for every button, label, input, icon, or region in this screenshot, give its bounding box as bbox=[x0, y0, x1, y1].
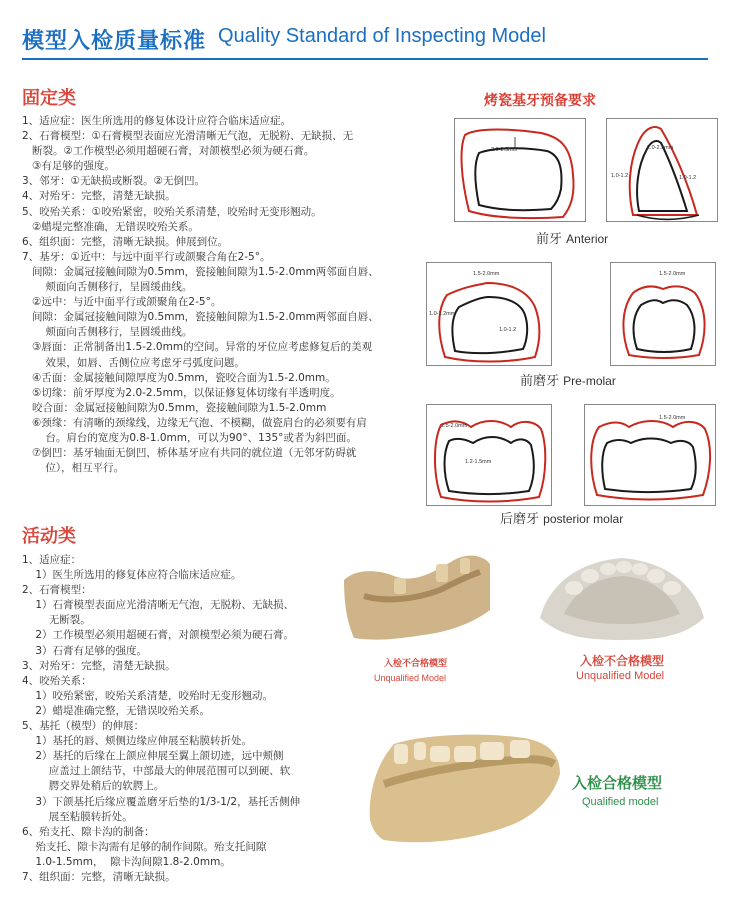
fixed-text-line: 5、咬殆关系：①咬殆紧密，咬殆关系清楚，咬殆时无变形翘动。 bbox=[22, 205, 322, 218]
fixed-text-line: ⑤切缘：前牙厚度为2.0-2.5mm，以保证修复体切缘有半透明度。 bbox=[22, 386, 341, 399]
removable-text-line: 7、组织面：完整，清晰无缺损。 bbox=[22, 870, 176, 883]
removable-text-line: 1）咬殆紧密，咬殆关系清楚，咬殆时无变形翘动。 bbox=[22, 689, 274, 702]
molar-label-right-top: 1.5-2.0mm bbox=[659, 415, 686, 421]
prep-requirements-title: 烤瓷基牙预备要求 bbox=[484, 93, 596, 109]
anterior-caption-cn: 前牙 bbox=[536, 232, 563, 247]
unqualified-label-en-2: Unqualified Model bbox=[576, 670, 665, 682]
fixed-text-line: ②蜡堤完整准确，无错误咬殆关系。 bbox=[22, 220, 199, 233]
fixed-text-line: ②远中：与近中面平行或颌聚角在2-5°。 bbox=[22, 296, 222, 309]
premolar-label-side: 1.0-1.2mm bbox=[429, 311, 456, 317]
removable-text-line: 1、适应症： bbox=[22, 554, 82, 566]
molar-caption-cn: 后磨牙 bbox=[500, 512, 540, 527]
fixed-text-line: 间隙：金属冠接触间隙为0.5mm，瓷接触间隙为1.5-2.0mm两邻面自唇、 bbox=[22, 265, 379, 278]
removable-text-line: 6、殆支托、隙卡沟的制备： bbox=[22, 825, 155, 838]
fixed-text-line: 3、邻牙：①无缺损或断裂。②无倒凹。 bbox=[22, 175, 206, 188]
title-underline bbox=[22, 58, 708, 60]
fixed-text-line: 2、石膏模型：①石膏模型表面应光滑清晰无气泡，无脱粉、无缺损、无 bbox=[22, 130, 354, 143]
anterior-caption-en: Anterior bbox=[566, 232, 609, 246]
anterior-label-incisal: 2.0-2.5mm bbox=[491, 147, 518, 153]
unqualified-label-cn-2: 入检不合格模型 bbox=[580, 654, 665, 668]
removable-text-line: 腭交界处稍后的软腭上。 bbox=[22, 780, 165, 793]
fixed-text-line: 咬合面：金属冠接触间隙为0.5mm，瓷接触间隙为1.5-2.0mm bbox=[22, 401, 327, 414]
premolar-diagram-right bbox=[610, 262, 716, 366]
removable-heading: 活动类 bbox=[22, 526, 76, 547]
anterior-diagram-labial bbox=[454, 118, 586, 222]
fixed-text-line: ④舌面：金属接触间隙厚度为0.5mm，瓷咬合面为1.5-2.0mm。 bbox=[22, 371, 336, 384]
premolar-caption bbox=[520, 370, 616, 389]
fixed-text-line: 断裂。②工作模型必须用超硬石膏，对颌模型必须为硬石膏。 bbox=[22, 145, 315, 158]
removable-text-line: 2）蜡堤准确完整，无错误咬殆关系。 bbox=[22, 704, 211, 717]
molar-caption bbox=[500, 508, 623, 527]
removable-text-line: 1）石膏模型表面应光滑清晰无气泡，无脱粉、无缺损、 bbox=[22, 599, 295, 612]
removable-text-line: 3）下颌基托后缘应覆盖磨牙后垫的1/3-1/2，基托舌侧伸 bbox=[22, 795, 301, 808]
premolar-label-inner: 1.0-1.2 bbox=[499, 327, 517, 333]
premolar-caption-cn: 前磨牙 bbox=[520, 374, 560, 389]
removable-text-line: 1）医生所选用的修复体应符合临床适应症。 bbox=[22, 569, 242, 582]
premolar-label-top: 1.5-2.0mm bbox=[473, 271, 500, 277]
anterior-label-left: 1.0-1.2 bbox=[611, 173, 629, 179]
anterior-label-right: 1.0-1.2 bbox=[679, 175, 697, 181]
qualified-label-en: Qualified model bbox=[582, 796, 659, 808]
removable-text-line: 无断裂。 bbox=[22, 614, 91, 627]
fixed-text-line: 6、组织面：完整，清晰无缺损。伸展到位。 bbox=[22, 235, 229, 248]
molar-caption-en: posterior molar bbox=[543, 512, 624, 526]
fixed-heading: 固定类 bbox=[22, 88, 76, 109]
removable-text-line: 应盖过上颌结节，中部最大的伸展范围可以到硬、软 bbox=[22, 765, 291, 778]
molar-diagram-left bbox=[426, 404, 552, 506]
removable-text-block bbox=[22, 553, 300, 885]
removable-text-line: 殆支托、隙卡沟需有足够的制作间隙。殆支托间隙 bbox=[22, 840, 267, 853]
molar-diagram-right bbox=[584, 404, 716, 506]
removable-text-line: 3）石膏有足够的强度。 bbox=[22, 644, 148, 657]
molar-label-mid: 1.2-1.5mm bbox=[465, 459, 492, 465]
removable-text-line: 1）基托的唇、颊侧边缘应伸展至粘膜转折处。 bbox=[22, 735, 253, 748]
anterior-label-edge: 2.0-2.5mm bbox=[647, 145, 674, 151]
fixed-text-line: 7、基牙：①近中：与远中面平行或颌聚合角在2-5°。 bbox=[22, 250, 271, 263]
premolar-diagram-left bbox=[426, 262, 552, 366]
anterior-caption bbox=[536, 228, 608, 247]
fixed-text-line: 位），相互平行。 bbox=[22, 462, 125, 475]
removable-text-line: 2、石膏模型： bbox=[22, 584, 92, 597]
removable-text-line: 3、对殆牙：完整，清楚无缺损。 bbox=[22, 659, 176, 672]
premolar-caption-en: Pre-molar bbox=[563, 374, 616, 388]
premolar-label-right-top: 1.5-2.0mm bbox=[659, 271, 686, 277]
page-header bbox=[22, 20, 708, 60]
fixed-text-line: 效果，如唇、舌侧位应考虑牙弓弧度问题。 bbox=[22, 356, 245, 369]
removable-text-line: 2）基托的后缘在上颌应伸展至翼上颌切迹，远中颊侧 bbox=[22, 750, 284, 763]
removable-text-line: 5、基托（模型）的伸展： bbox=[22, 720, 145, 733]
removable-text-line: 2）工作模型必须用超硬石膏，对颌模型必须为硬石膏。 bbox=[22, 629, 295, 642]
fixed-text-line: 台。肩台的宽度为0.8-1.0mm，可以为90°、135°或者为斜凹面。 bbox=[22, 431, 357, 444]
anterior-diagram-proximal bbox=[606, 118, 718, 222]
fixed-text-line: 颊面向舌侧移行，呈圆缓曲线。 bbox=[22, 326, 193, 339]
fixed-text-line: 间隙：金属冠接触间隙为0.5mm，瓷接触间隙为1.5-2.0mm两邻面自唇、 bbox=[22, 311, 379, 324]
fixed-text-line: ⑥颈缘：有清晰的颈缘线，边缘无气泡、不模糊，做瓷肩台的必须要有肩 bbox=[22, 416, 367, 429]
fixed-text-line: ③有足够的强度。 bbox=[22, 160, 115, 173]
fixed-text-line: 颊面向舌侧移行，呈圆缓曲线。 bbox=[22, 281, 193, 294]
removable-text-line: 展至粘膜转折处。 bbox=[22, 810, 133, 823]
page-title-cn: 模型入检质量标准 bbox=[22, 29, 207, 54]
qualified-label-cn: 入检合格模型 bbox=[572, 774, 663, 792]
page-title-en: Quality Standard of Inspecting Model bbox=[218, 25, 546, 47]
removable-text-line: 1.0-1.5mm， 隙卡沟间隙1.8-2.0mm。 bbox=[22, 855, 231, 868]
unqualified-label-en-1: Unqualified Model bbox=[374, 673, 447, 683]
unqualified-model-photo-1 bbox=[344, 550, 490, 646]
fixed-text-line: ③唇面：正常制备出1.5-2.0mm的空间。异常的牙位应考虑修复后的美观 bbox=[22, 341, 373, 354]
fixed-text-line: 4、对殆牙：完整，清楚无缺损。 bbox=[22, 190, 176, 203]
unqualified-label-cn-1: 入检不合格模型 bbox=[384, 659, 448, 669]
molar-label-top: 1.5-2.0mm bbox=[441, 423, 468, 429]
removable-text-line: 4、咬殆关系： bbox=[22, 674, 92, 687]
fixed-text-block bbox=[22, 114, 379, 476]
unqualified-model-photo-2 bbox=[534, 548, 710, 644]
fixed-text-line: 1、适应症：医生所选用的修复体设计应符合临床适应症。 bbox=[22, 115, 292, 127]
fixed-text-line: ⑦倒凹：基牙轴面无倒凹，桥体基牙应有共同的就位道（无邻牙防碍就 bbox=[22, 447, 357, 460]
qualified-model-photo bbox=[364, 724, 564, 850]
